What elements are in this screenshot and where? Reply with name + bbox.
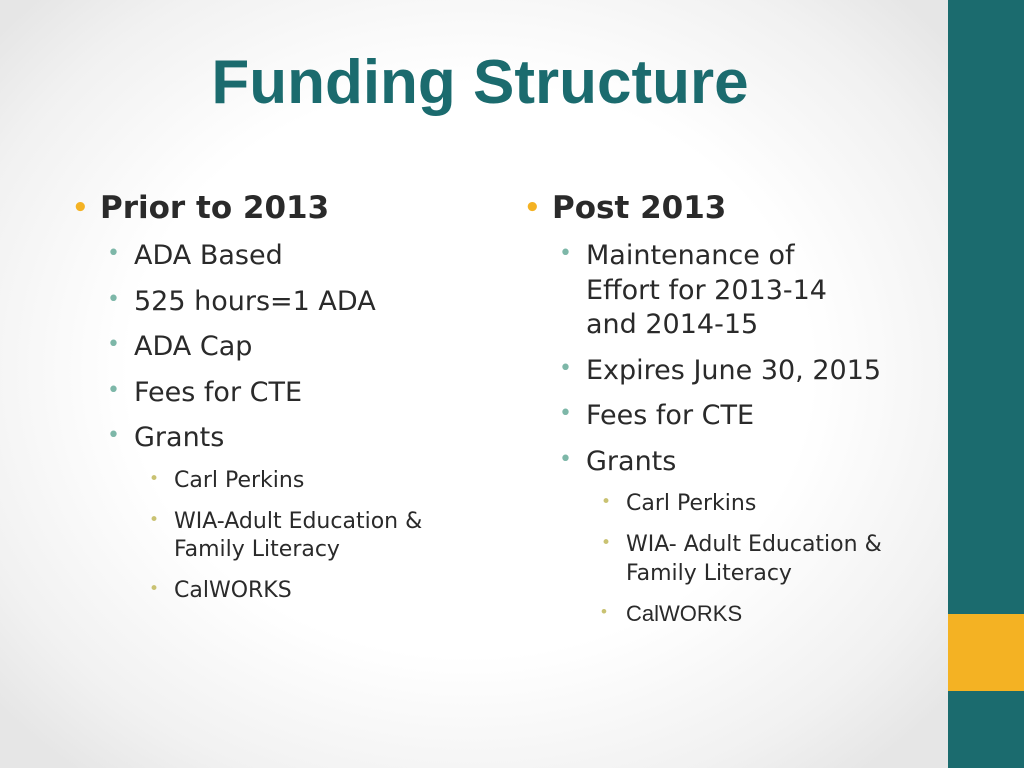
bullet-icon: • xyxy=(107,377,120,403)
sub-list-item xyxy=(601,490,904,519)
bullet-icon: • xyxy=(107,332,120,358)
bullet-icon: • xyxy=(559,401,572,427)
list-item-text: 525 hours=1 ADA xyxy=(134,285,376,317)
left-heading-item xyxy=(72,190,452,227)
list-item-text: Expires June 30, 2015 xyxy=(586,354,882,386)
bullet-icon: • xyxy=(524,193,541,223)
sub-list-item xyxy=(601,531,904,588)
sub-list-item xyxy=(149,577,452,606)
list-item-text: Maintenance of Effort for 2013-14 and 2014-15 xyxy=(586,240,827,341)
bullet-icon: • xyxy=(107,286,120,312)
list-item xyxy=(559,399,904,434)
list-item-text: Grants xyxy=(134,422,225,454)
sub-list-item-text: WIA- Adult Education & Family Literacy xyxy=(626,532,882,586)
sub-list-item-text: Carl Perkins xyxy=(626,491,757,517)
list-item-text: Fees for CTE xyxy=(586,400,755,432)
sidebar-accent-block xyxy=(948,614,1024,691)
sub-list-item-text: CalWORKS xyxy=(626,601,743,627)
bullet-icon: • xyxy=(559,241,572,267)
list-item xyxy=(107,285,452,320)
bullet-icon: • xyxy=(149,468,160,489)
sub-list-item xyxy=(601,600,904,629)
sub-list-item-text: CalWORKS xyxy=(174,577,292,603)
bullet-icon: • xyxy=(107,423,120,449)
list-item xyxy=(107,376,452,411)
list-item xyxy=(107,330,452,365)
left-heading: Prior to 2013 xyxy=(100,190,330,226)
list-item xyxy=(107,239,452,274)
sub-list-item xyxy=(149,467,452,496)
sidebar-decoration xyxy=(948,0,1024,768)
sub-list-item-text: WIA-Adult Education & Family Literacy xyxy=(174,508,423,563)
list-item xyxy=(559,239,836,343)
bullet-icon: • xyxy=(149,509,160,530)
list-item xyxy=(559,445,904,480)
bullet-icon: • xyxy=(559,355,572,381)
bullet-icon: • xyxy=(559,446,572,472)
list-item xyxy=(107,421,452,456)
list-item-text: Fees for CTE xyxy=(134,376,303,408)
bullet-icon: • xyxy=(601,492,612,513)
list-item-text: ADA Cap xyxy=(134,331,253,363)
slide-title: Funding Structure xyxy=(211,48,749,117)
sub-list-item xyxy=(149,508,452,565)
bullet-icon: • xyxy=(601,602,607,622)
bullet-icon: • xyxy=(601,533,612,554)
right-heading: Post 2013 xyxy=(552,190,727,226)
left-column xyxy=(72,190,452,617)
sub-list-item-text: Carl Perkins xyxy=(174,467,305,493)
right-column xyxy=(524,190,904,641)
right-heading-item xyxy=(524,190,904,227)
bullet-icon: • xyxy=(149,578,160,599)
bullet-icon: • xyxy=(107,241,120,267)
list-item-text: Grants xyxy=(586,445,677,477)
list-item-text: ADA Based xyxy=(134,240,283,272)
list-item xyxy=(559,354,904,389)
bullet-icon: • xyxy=(72,193,89,223)
